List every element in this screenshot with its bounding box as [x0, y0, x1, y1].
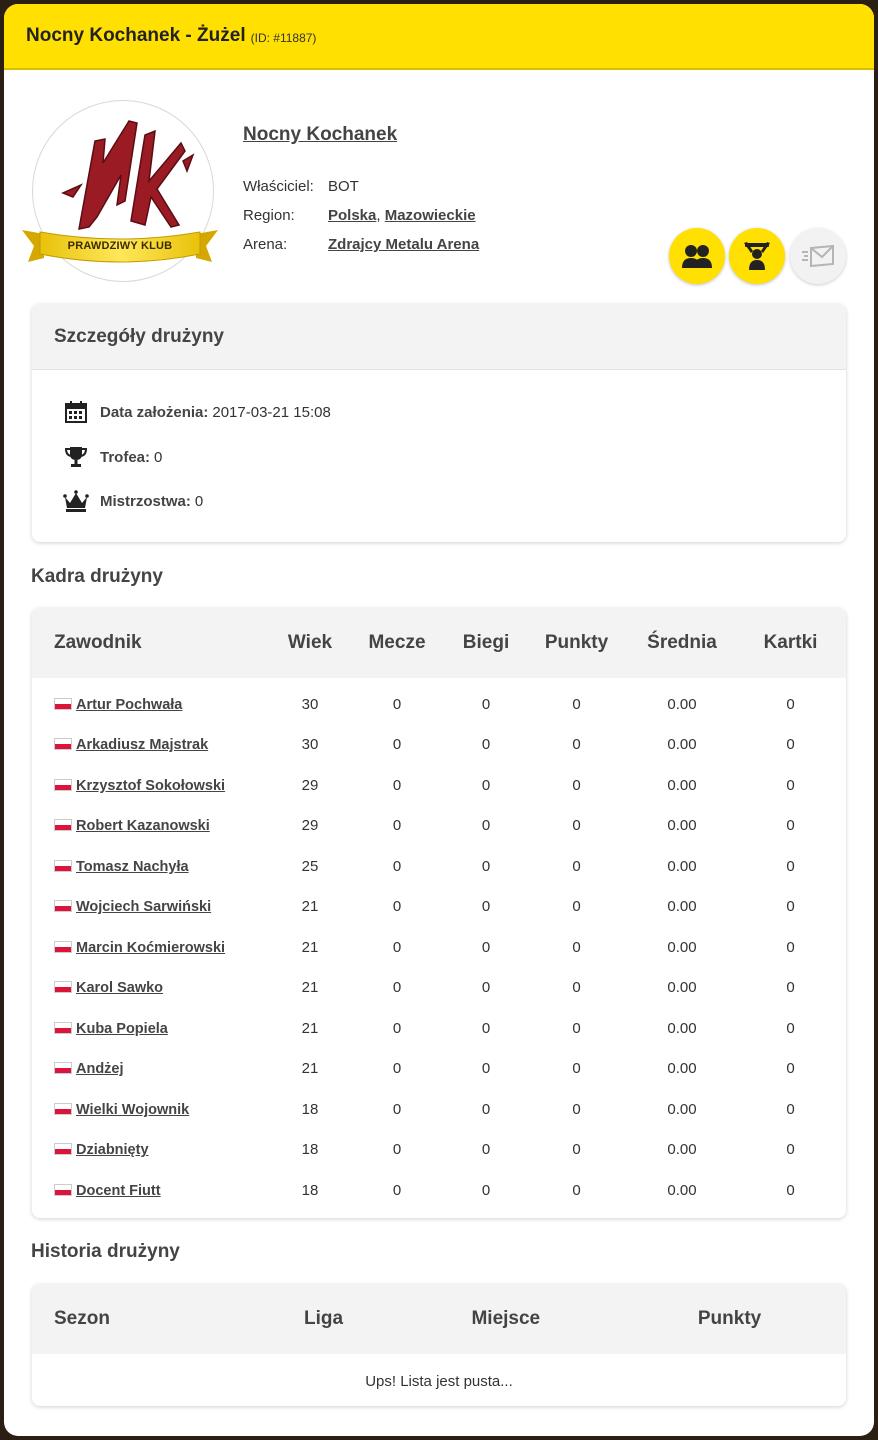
roster-body — [32, 678, 846, 1211]
trophies-row — [62, 443, 162, 471]
roster-card — [32, 608, 846, 1218]
age-cell: 30 — [301, 695, 319, 713]
table-row — [32, 806, 846, 847]
cards-cell: 0 — [786, 938, 795, 956]
region-separator: , — [376, 207, 381, 224]
cards-cell: 0 — [786, 1060, 795, 1078]
player-cell — [32, 1049, 274, 1090]
team-id: (ID: #11887) — [250, 31, 317, 45]
region-country-link[interactable]: Polska — [328, 207, 377, 224]
col-season[interactable]: Sezon — [54, 1308, 110, 1329]
history-table — [32, 1284, 846, 1406]
table-row — [32, 1130, 846, 1171]
trophies-label: Trofea: — [100, 448, 151, 466]
window-title: Nocny Kochanek - Żużel — [26, 25, 246, 46]
points-cell: 0 — [572, 817, 581, 835]
age-cell: 29 — [301, 817, 319, 835]
heats-cell: 0 — [481, 695, 491, 713]
age-cell: 18 — [301, 1181, 319, 1199]
player-cell — [32, 1130, 274, 1171]
compare-button[interactable] — [669, 228, 725, 284]
region-row — [243, 201, 479, 230]
player-link[interactable]: Wielki Wojownik — [76, 1101, 190, 1118]
player-link[interactable]: Andżej — [76, 1061, 124, 1078]
badge-text: PRAWDZIWY KLUB — [67, 240, 173, 252]
table-row — [32, 887, 846, 928]
table-row — [32, 1049, 846, 1090]
cards-cell: 0 — [786, 857, 795, 875]
average-cell: 0.00 — [667, 857, 697, 875]
age-cell: 25 — [301, 857, 319, 875]
age-cell: 30 — [301, 736, 319, 754]
cards-cell: 0 — [786, 979, 795, 997]
poland-flag-icon — [54, 779, 72, 791]
col-league[interactable]: Liga — [304, 1308, 344, 1329]
age-cell: 21 — [301, 898, 319, 916]
cards-cell: 0 — [786, 736, 795, 754]
player-link[interactable]: Dziabnięty — [76, 1142, 149, 1159]
points-cell: 0 — [572, 695, 581, 713]
poland-flag-icon — [54, 738, 72, 750]
player-link[interactable]: Arkadiusz Majstrak — [76, 737, 209, 754]
matches-cell: 0 — [392, 1141, 402, 1159]
player-cell — [32, 1008, 274, 1049]
table-row — [32, 765, 846, 806]
heats-cell: 0 — [481, 776, 491, 794]
table-row — [32, 846, 846, 887]
col-cards[interactable]: Kartki — [763, 632, 818, 653]
owner-label: Właściciel: — [243, 178, 314, 195]
founded-label: Data założenia: — [100, 403, 209, 421]
envelope-icon — [801, 244, 835, 268]
col-points[interactable]: Punkty — [544, 632, 609, 653]
cards-cell: 0 — [786, 1181, 795, 1199]
average-cell: 0.00 — [667, 938, 697, 956]
cards-cell: 0 — [786, 695, 795, 713]
poland-flag-icon — [54, 981, 72, 993]
table-row — [32, 725, 846, 766]
heats-cell: 0 — [481, 817, 491, 835]
trophy-icon — [62, 443, 90, 471]
poland-flag-icon — [54, 941, 72, 953]
player-link[interactable]: Wojciech Sarwiński — [76, 899, 212, 916]
points-cell: 0 — [572, 898, 581, 916]
heats-cell: 0 — [481, 1100, 491, 1118]
matches-cell: 0 — [392, 695, 402, 713]
poland-flag-icon — [54, 698, 72, 710]
calendar-icon — [62, 398, 90, 426]
heats-cell: 0 — [481, 857, 491, 875]
player-cell — [32, 765, 274, 806]
average-cell: 0.00 — [667, 817, 697, 835]
matches-cell: 0 — [392, 817, 402, 835]
average-cell: 0.00 — [667, 1181, 697, 1199]
arena-link[interactable]: Zdrajcy Metalu Arena — [328, 236, 480, 253]
points-cell: 0 — [572, 979, 581, 997]
cards-cell: 0 — [786, 1100, 795, 1118]
player-link[interactable]: Karol Sawko — [76, 980, 164, 997]
trophies-value: 0 — [154, 448, 163, 466]
age-cell: 21 — [301, 938, 319, 956]
player-cell — [32, 806, 274, 847]
age-cell: 21 — [301, 1019, 319, 1037]
table-row — [32, 968, 846, 1009]
player-link[interactable]: Krzysztof Sokołowski — [76, 777, 226, 794]
cheering-fan-icon — [741, 241, 773, 271]
cards-cell: 0 — [786, 898, 795, 916]
heats-cell: 0 — [481, 979, 491, 997]
team-header — [4, 70, 874, 300]
owner-row — [243, 172, 479, 201]
cards-cell: 0 — [786, 1019, 795, 1037]
col-player[interactable]: Zawodnik — [54, 632, 142, 653]
player-cell — [32, 684, 274, 725]
matches-cell: 0 — [392, 938, 402, 956]
average-cell: 0.00 — [667, 1060, 697, 1078]
heats-cell: 0 — [481, 1060, 491, 1078]
player-link[interactable]: Docent Fiutt — [76, 1182, 161, 1199]
table-row — [32, 1008, 846, 1049]
details-card — [32, 304, 846, 542]
founded-row — [62, 398, 331, 426]
championships-row — [62, 487, 203, 515]
title-bar — [4, 4, 874, 70]
matches-cell: 0 — [392, 898, 402, 916]
player-link[interactable]: Tomasz Nachyła — [76, 858, 189, 875]
roster-header-row — [32, 608, 846, 678]
roster-table — [32, 608, 846, 1211]
col-heats[interactable]: Biegi — [462, 632, 510, 653]
points-cell: 0 — [572, 1060, 581, 1078]
heats-cell: 0 — [481, 736, 491, 754]
player-link[interactable]: Kuba Popiela — [76, 1020, 168, 1037]
player-cell — [32, 1089, 274, 1130]
details-title: Szczegóły drużyny — [32, 304, 846, 370]
average-cell: 0.00 — [667, 979, 697, 997]
matches-cell: 0 — [392, 1019, 402, 1037]
points-cell: 0 — [572, 1019, 581, 1037]
team-info — [243, 172, 479, 259]
player-cell — [32, 1170, 274, 1211]
championships-value: 0 — [194, 492, 204, 510]
table-row — [32, 1089, 846, 1130]
points-cell: 0 — [572, 1100, 581, 1118]
poland-flag-icon — [54, 1062, 72, 1074]
average-cell: 0.00 — [667, 1100, 697, 1118]
arena-label: Arena: — [243, 236, 288, 253]
poland-flag-icon — [54, 1022, 72, 1034]
average-cell: 0.00 — [667, 1141, 697, 1159]
player-cell — [32, 927, 274, 968]
heats-cell: 0 — [481, 938, 491, 956]
history-header-row — [32, 1284, 846, 1354]
heats-cell: 0 — [481, 1019, 491, 1037]
age-cell: 21 — [301, 1060, 319, 1078]
roster-title: Kadra drużyny — [31, 566, 163, 587]
heats-cell: 0 — [481, 898, 491, 916]
matches-cell: 0 — [392, 1181, 402, 1199]
region-province-link[interactable]: Mazowieckie — [384, 207, 476, 224]
points-cell: 0 — [572, 857, 581, 875]
points-cell: 0 — [572, 776, 581, 794]
poland-flag-icon — [54, 819, 72, 831]
player-cell — [32, 887, 274, 928]
founded-value: 2017-03-21 15:08 — [212, 403, 331, 421]
matches-cell: 0 — [392, 736, 402, 754]
player-link[interactable]: Robert Kazanowski — [76, 818, 210, 835]
average-cell: 0.00 — [667, 776, 697, 794]
matches-cell: 0 — [392, 1100, 402, 1118]
average-cell: 0.00 — [667, 695, 697, 713]
age-cell: 29 — [301, 776, 319, 794]
average-cell: 0.00 — [667, 1019, 697, 1037]
col-average[interactable]: Średnia — [647, 632, 717, 653]
cards-cell: 0 — [786, 776, 795, 794]
average-cell: 0.00 — [667, 736, 697, 754]
table-row — [32, 1170, 846, 1211]
col-place[interactable]: Miejsce — [471, 1308, 541, 1329]
player-cell — [32, 968, 274, 1009]
team-window — [4, 4, 874, 1436]
message-button[interactable] — [790, 228, 846, 284]
fans-button[interactable] — [729, 228, 785, 284]
history-title: Historia drużyny — [31, 1241, 180, 1262]
poland-flag-icon — [54, 1103, 72, 1115]
empty-message: Ups! Lista jest pusta... — [365, 1372, 513, 1390]
poland-flag-icon — [54, 900, 72, 912]
championships-label: Mistrzostwa: — [100, 492, 191, 510]
matches-cell: 0 — [392, 857, 402, 875]
poland-flag-icon — [54, 1143, 72, 1155]
matches-cell: 0 — [392, 776, 402, 794]
average-cell: 0.00 — [667, 898, 697, 916]
matches-cell: 0 — [392, 1060, 402, 1078]
arena-row — [243, 230, 479, 259]
owner-value: BOT — [328, 178, 359, 195]
region-label: Region: — [243, 207, 295, 224]
matches-cell: 0 — [392, 979, 402, 997]
table-row — [32, 927, 846, 968]
two-heads-icon — [680, 242, 714, 270]
player-link[interactable]: Artur Pochwała — [76, 696, 183, 713]
table-row — [32, 684, 846, 725]
col-matches[interactable]: Mecze — [368, 632, 426, 653]
poland-flag-icon — [54, 860, 72, 872]
heats-cell: 0 — [481, 1141, 491, 1159]
cards-cell: 0 — [786, 1141, 795, 1159]
crown-icon — [62, 487, 90, 515]
history-card — [32, 1284, 846, 1406]
points-cell: 0 — [572, 938, 581, 956]
col-age[interactable]: Wiek — [287, 632, 333, 653]
age-cell: 18 — [301, 1141, 319, 1159]
points-cell: 0 — [572, 1181, 581, 1199]
poland-flag-icon — [54, 1184, 72, 1196]
team-name-link[interactable]: Nocny Kochanek — [243, 124, 398, 145]
col-history-points[interactable]: Punkty — [697, 1308, 762, 1329]
player-cell — [32, 725, 274, 766]
cards-cell: 0 — [786, 817, 795, 835]
points-cell: 0 — [572, 1141, 581, 1159]
age-cell: 18 — [301, 1100, 319, 1118]
heats-cell: 0 — [481, 1181, 491, 1199]
player-link[interactable]: Marcin Koćmierowski — [76, 939, 226, 956]
player-cell — [32, 846, 274, 887]
age-cell: 21 — [301, 979, 319, 997]
empty-row — [32, 1354, 846, 1406]
points-cell: 0 — [572, 736, 581, 754]
